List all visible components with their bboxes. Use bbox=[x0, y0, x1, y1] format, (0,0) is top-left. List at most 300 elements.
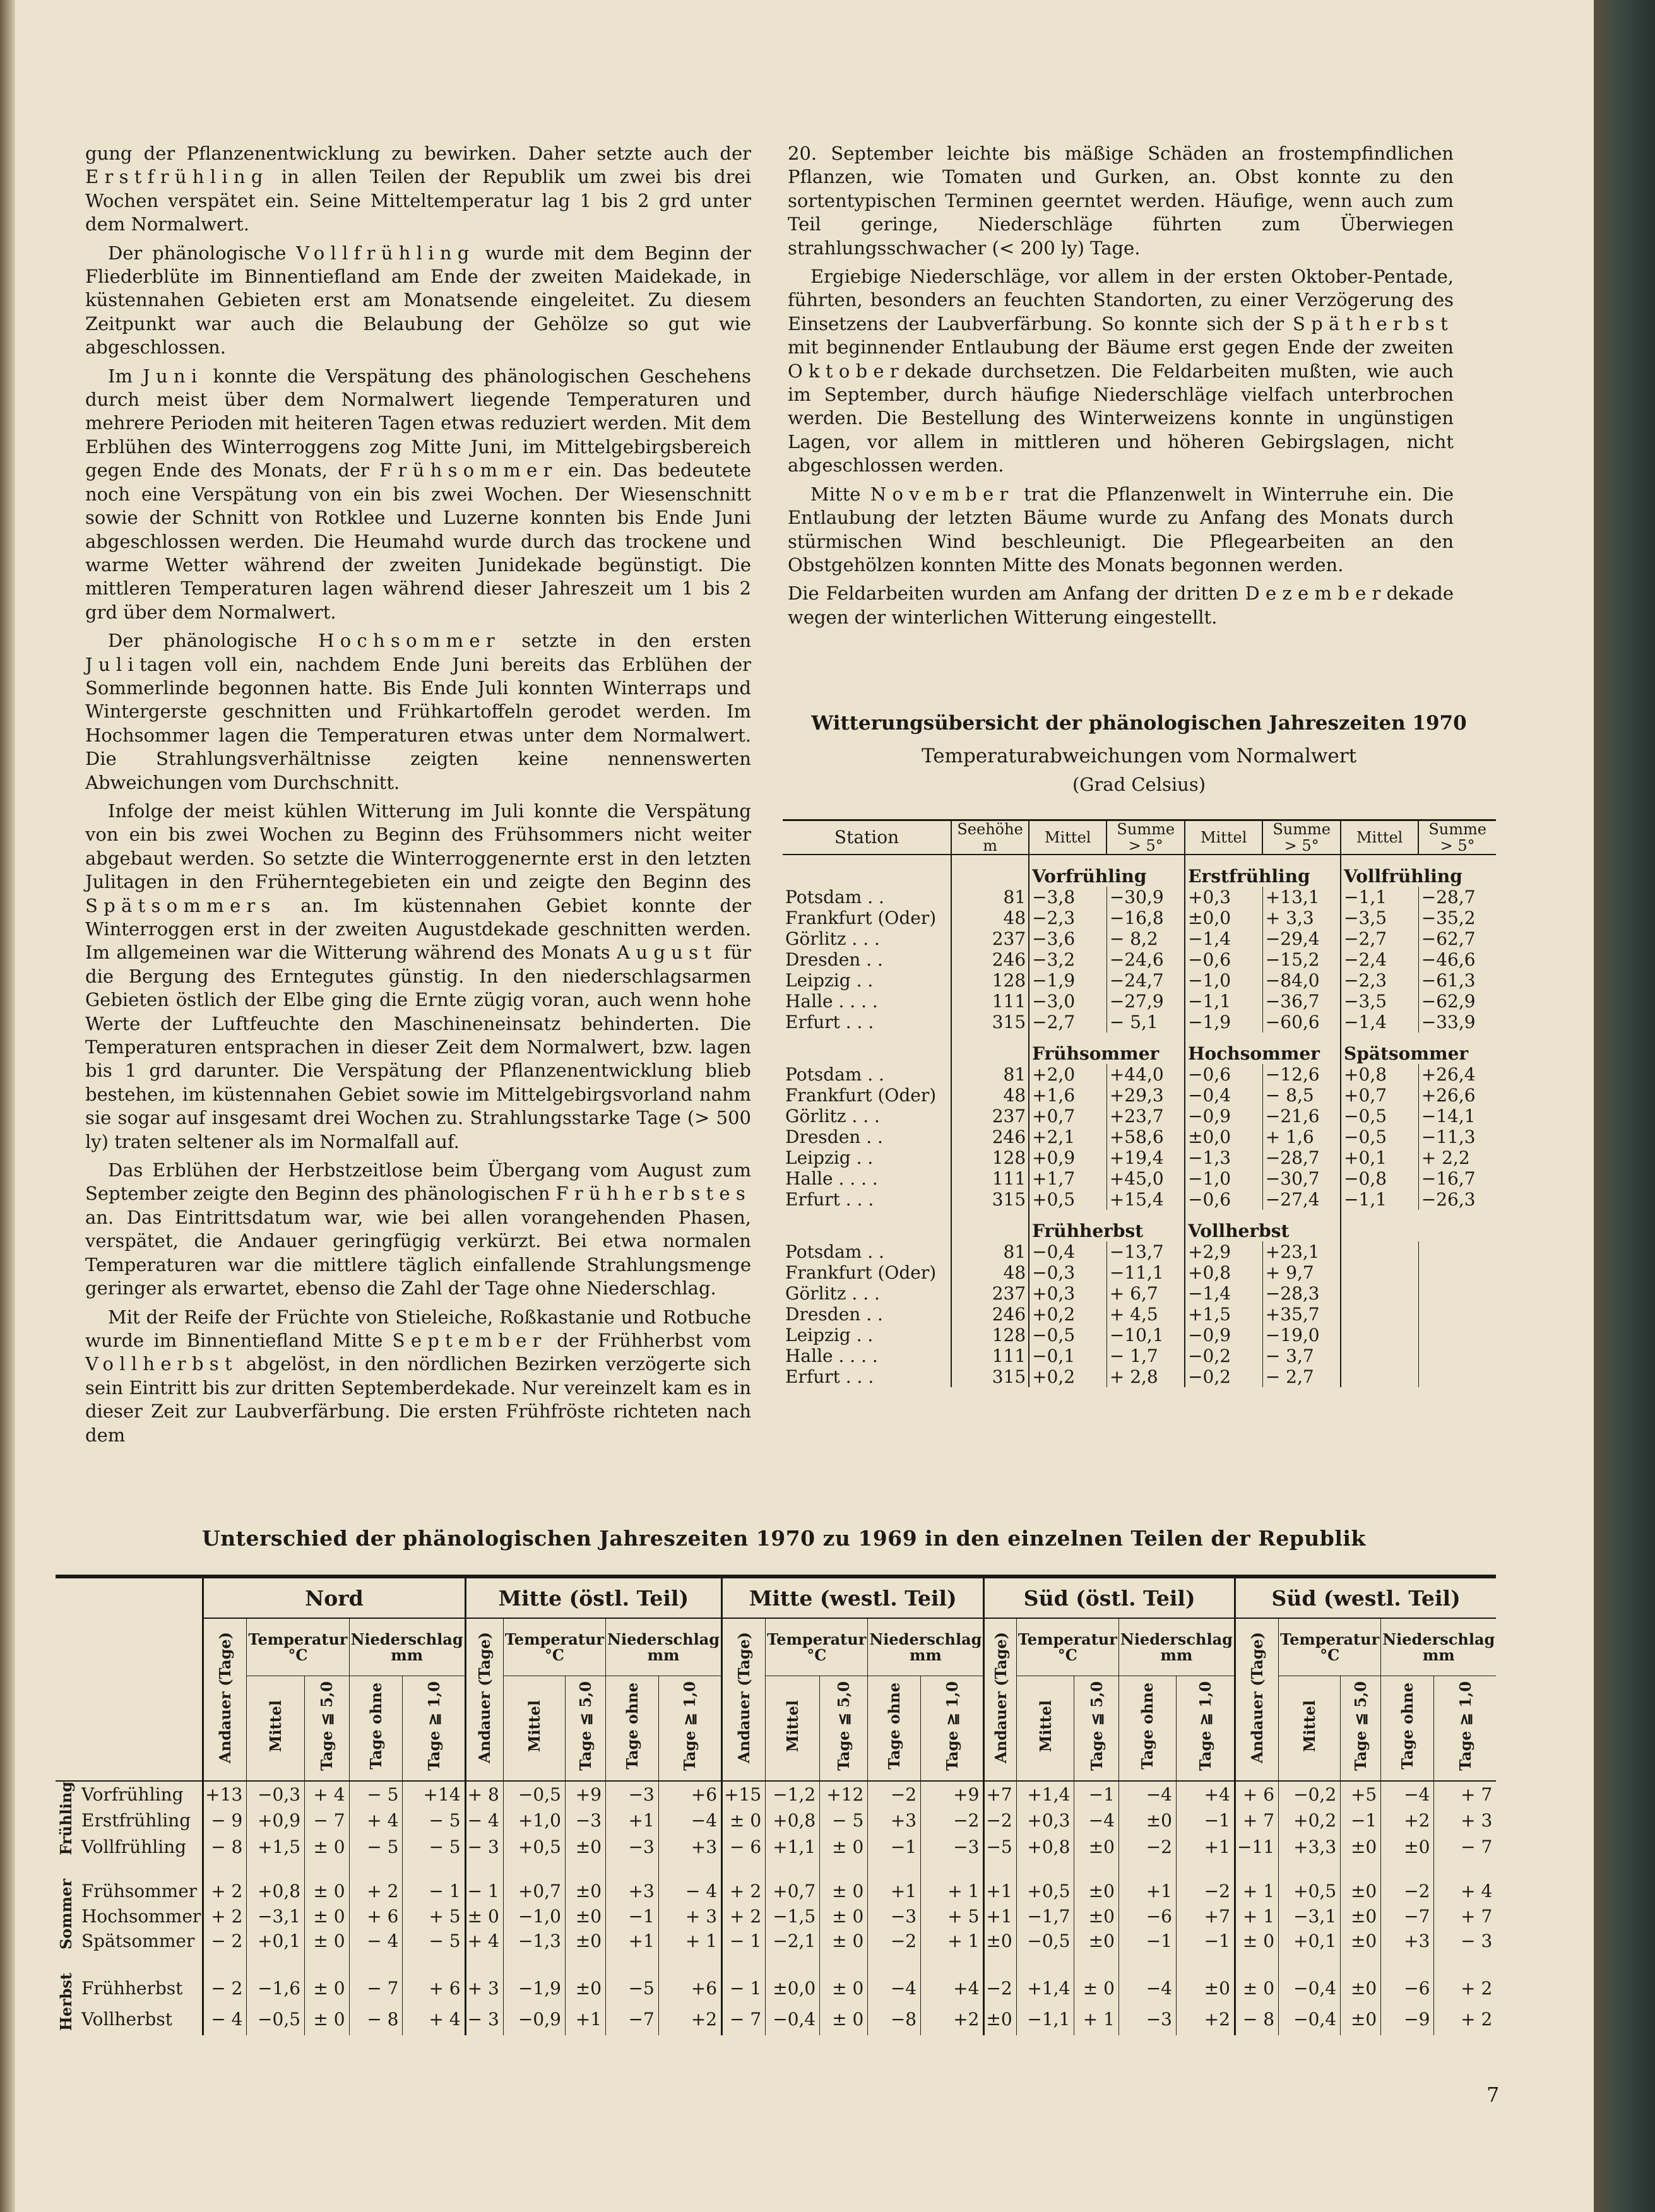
station-name: Görlitz . . . bbox=[785, 1283, 880, 1304]
season-group-label bbox=[56, 1781, 76, 1860]
cell-value: +2,1 bbox=[1032, 1127, 1076, 1147]
region-header: Mitte (westl. Teil) bbox=[722, 1576, 984, 1618]
season-group-text: Frühling bbox=[57, 1782, 75, 1855]
cell-value: +0,5 bbox=[1279, 1879, 1341, 1904]
header-sum: Summe > 5° bbox=[1418, 820, 1496, 855]
precipitation-header: Niederschlag mm bbox=[1381, 1618, 1497, 1676]
sub-column-label: Tage ≧ 1,0 bbox=[424, 1681, 443, 1771]
cell-value: −27,4 bbox=[1262, 1189, 1341, 1210]
cell-value: −3 bbox=[606, 1833, 659, 1859]
sub-column-label: Mittel bbox=[1300, 1700, 1319, 1753]
paragraph: Die Feldarbeiten wurden am Anfang der dritten Dezemberdekade wegen der winterlichen Witterung eingestellt. bbox=[788, 583, 1454, 628]
cell-value: + 6 bbox=[349, 1903, 403, 1929]
cell-value: − 3 bbox=[1434, 1929, 1496, 1954]
station-row bbox=[783, 1241, 1496, 1262]
cell-value: ±0 bbox=[1341, 1879, 1381, 1904]
sub-column-header bbox=[606, 1676, 659, 1782]
cell-value: − 1 bbox=[722, 1929, 766, 1954]
cell-value: −2 bbox=[984, 1973, 1016, 2004]
cell-value bbox=[1418, 1366, 1496, 1387]
cell-value: +26,6 bbox=[1418, 1085, 1496, 1106]
spaced-term: Spätherbst bbox=[1293, 312, 1454, 334]
season-label: Frühherbst bbox=[81, 1977, 183, 1999]
cell-value: −1,1 bbox=[1341, 887, 1418, 908]
cell-value: −16,7 bbox=[1418, 1168, 1496, 1189]
cell-value: ± 0 bbox=[305, 1929, 350, 1954]
station-name: Erfurt . . . bbox=[785, 1366, 874, 1387]
cell-value: −6 bbox=[1381, 1973, 1434, 2004]
cell-value: −60,6 bbox=[1262, 1012, 1341, 1032]
station-row bbox=[783, 991, 1496, 1012]
temperature-header: Temperatur °C bbox=[503, 1618, 605, 1676]
cell-value bbox=[1341, 1283, 1418, 1304]
cell-value: + 6,7 bbox=[1106, 1283, 1185, 1304]
cell-value: −1,9 bbox=[1032, 970, 1076, 991]
station-height: 246 bbox=[951, 949, 1029, 970]
cell-value: ± 0 bbox=[820, 1973, 868, 2004]
cell-value: − 8,5 bbox=[1262, 1085, 1341, 1106]
cell-value: −2 bbox=[984, 1807, 1016, 1833]
station-name: Erfurt . . . bbox=[785, 1189, 874, 1210]
station-row bbox=[783, 1189, 1496, 1210]
cell-value bbox=[1341, 1241, 1418, 1262]
cell-value: −1,9 bbox=[1185, 1012, 1262, 1032]
station-name: Potsdam . . bbox=[785, 1064, 884, 1085]
cell-value bbox=[1341, 1304, 1418, 1325]
cell-value: + 2 bbox=[349, 1879, 403, 1904]
sub-column-label: Mittel bbox=[266, 1700, 285, 1753]
cell-value: +29,3 bbox=[1106, 1085, 1185, 1106]
spaced-term: November bbox=[870, 483, 1014, 505]
cell-value: −1,4 bbox=[1185, 1283, 1262, 1304]
station-height: 315 bbox=[951, 1189, 1029, 1210]
season-row bbox=[56, 1903, 1496, 1929]
cell-value: +2 bbox=[658, 2004, 721, 2035]
cell-value: − 5 bbox=[820, 1807, 868, 1833]
sub-column-label: Tage ≧ 1,0 bbox=[1456, 1681, 1474, 1771]
cell-value: −4 bbox=[868, 1973, 921, 2004]
station-name: Potsdam . . bbox=[785, 887, 884, 908]
station-row bbox=[783, 970, 1496, 991]
station-height: 246 bbox=[951, 1304, 1029, 1325]
cell-value: + 2 bbox=[203, 1879, 247, 1904]
sub-column-label: Tage ≧ 1,0 bbox=[942, 1681, 961, 1771]
cell-value: + 1 bbox=[921, 1879, 984, 1904]
paragraph: Mitte November trat die Pflanzenwelt in Winterruhe ein. Die Entlaubung der letzten Bäume wurde zu Anfang des Monats durch stürmischen Wind beschleunigt. Die Pflegearbeiten an den Obstgehölzen konnten Mitte des Monats begonnen werden. bbox=[788, 483, 1454, 576]
cell-value: − 1 bbox=[465, 1879, 503, 1904]
cell-value: ± 0 bbox=[305, 2004, 350, 2035]
paragraph: Das Erblühen der Herbstzeitlose beim Übergang vom August zum September zeigte den Beginn des phänologischen Frühherbstes an. Das Eintrittsdatum war, wie bei allen vorangehenden Phasen, verspätet, die Andauer geringfügig verkürzt. Bei etwa normalen Temperaturen war die mittlere täglich einfallende Strahlungsmenge geringer als erwartet, ebenso die Zahl der Tage ohne Niederschlag. bbox=[85, 1159, 752, 1299]
cell-value: −0,1 bbox=[1032, 1346, 1076, 1366]
cell-value: −3,2 bbox=[1032, 949, 1076, 970]
station-name: Halle . . . . bbox=[785, 1168, 878, 1189]
cell-value: + 4 bbox=[465, 1929, 503, 1954]
cell-value: + 1 bbox=[921, 1929, 984, 1954]
cell-value: +2 bbox=[1381, 1807, 1434, 1833]
cell-value: +1,4 bbox=[1016, 1973, 1074, 2004]
cell-value: +4 bbox=[1177, 1781, 1235, 1807]
sub-column-header bbox=[1434, 1676, 1496, 1782]
station-height: 111 bbox=[951, 991, 1029, 1012]
cell-value: − 2,7 bbox=[1262, 1366, 1341, 1387]
season-label: Spätsommer bbox=[81, 1931, 195, 1952]
cell-value: −1 bbox=[1341, 1807, 1381, 1833]
cell-value: ±0 bbox=[1118, 1807, 1176, 1833]
duration-header bbox=[1235, 1618, 1278, 1781]
cell-value: ±0 bbox=[984, 2004, 1016, 2035]
sub-column-header bbox=[1074, 1676, 1119, 1782]
cell-value: − 5 bbox=[349, 1781, 403, 1807]
cell-value: ± 0 bbox=[305, 1903, 350, 1929]
season-group-text: Sommer bbox=[57, 1878, 75, 1949]
cell-value: + 8 bbox=[465, 1781, 503, 1807]
cell-value: +12 bbox=[820, 1781, 868, 1807]
cell-value: + 1 bbox=[658, 1929, 721, 1954]
cell-value: −1 bbox=[1074, 1781, 1119, 1807]
cell-value: ± 0 bbox=[820, 1903, 868, 1929]
sub-column-header bbox=[1177, 1676, 1235, 1782]
season-group-text: Herbst bbox=[57, 1972, 75, 2031]
cell-value: +6 bbox=[658, 1973, 721, 2004]
cell-value: −0,5 bbox=[1341, 1127, 1418, 1147]
cell-value: +1,4 bbox=[1016, 1781, 1074, 1807]
cell-value: −14,1 bbox=[1418, 1106, 1496, 1127]
cell-value: − 6 bbox=[722, 1833, 766, 1859]
cell-value: +0,5 bbox=[1016, 1879, 1074, 1904]
difference-table bbox=[56, 1575, 1496, 2035]
right-text-column bbox=[788, 142, 1454, 634]
cell-value: +0,3 bbox=[1032, 1283, 1076, 1304]
cell-value: ±0 bbox=[1341, 1929, 1381, 1954]
cell-value bbox=[1418, 1241, 1496, 1262]
duration-label: Andauer (Tage) bbox=[991, 1631, 1010, 1763]
cell-value: +35,7 bbox=[1262, 1304, 1341, 1325]
cell-value: +0,2 bbox=[1032, 1304, 1076, 1325]
cell-value: +0,8 bbox=[247, 1879, 305, 1904]
cell-value: −1,0 bbox=[1185, 1168, 1262, 1189]
station-row bbox=[783, 887, 1496, 908]
spaced-term: September bbox=[392, 1329, 547, 1351]
cell-value bbox=[1418, 1304, 1496, 1325]
sub-column-label: Tage ≦ 5,0 bbox=[1087, 1681, 1106, 1771]
duration-label: Andauer (Tage) bbox=[1247, 1631, 1266, 1763]
season-row bbox=[56, 1879, 1496, 1904]
cell-value: − 1 bbox=[722, 1973, 766, 2004]
cell-value: ±0 bbox=[1074, 1903, 1119, 1929]
cell-value: −1,4 bbox=[1185, 928, 1262, 949]
cell-value: −1,9 bbox=[503, 1973, 565, 2004]
cell-value: −0,6 bbox=[1185, 1189, 1262, 1210]
cell-value: − 5 bbox=[403, 1929, 465, 1954]
season-label: Vollherbst bbox=[81, 2009, 172, 2030]
cell-value: −11 bbox=[1235, 1833, 1278, 1859]
cell-value: ±0 bbox=[1341, 1973, 1381, 2004]
duration-header bbox=[203, 1618, 247, 1781]
cell-value: +2,0 bbox=[1032, 1064, 1076, 1085]
cell-value: +1 bbox=[565, 2004, 605, 2035]
cell-value: ± 0 bbox=[820, 1833, 868, 1859]
station-height: 81 bbox=[951, 887, 1029, 908]
season-header-row bbox=[783, 855, 1496, 887]
sub-column-header bbox=[1118, 1676, 1176, 1782]
sub-column-label: Tage ≧ 1,0 bbox=[1195, 1681, 1214, 1771]
cell-value: ±0 bbox=[1341, 1833, 1381, 1859]
cell-value: −0,8 bbox=[1341, 1168, 1418, 1189]
station-row bbox=[783, 1283, 1496, 1304]
paragraph: gung der Pflanzenentwicklung zu bewirken. Daher setzte auch der Erstfrühling in allen Teilen der Republik um zwei bis drei Wochen verspätet ein. Seine Mitteltemperatur lag 1 bis 2 grd unter dem Normalwert. bbox=[85, 143, 751, 235]
season-header-row bbox=[783, 1032, 1496, 1064]
cell-value: −0,2 bbox=[1185, 1366, 1262, 1387]
cell-value: ± 0 bbox=[1235, 1929, 1278, 1954]
season-row bbox=[56, 1807, 1496, 1833]
season-label: Frühherbst bbox=[1032, 1221, 1144, 1241]
cell-value: +2 bbox=[1177, 2004, 1235, 2035]
cell-value: −1 bbox=[1177, 1807, 1235, 1833]
cell-value: − 8 bbox=[203, 1833, 247, 1859]
sub-column-header bbox=[1381, 1676, 1434, 1782]
station-name: Görlitz . . . bbox=[785, 1106, 880, 1127]
station-height: 111 bbox=[951, 1168, 1029, 1189]
cell-value: +26,4 bbox=[1418, 1064, 1496, 1085]
sub-column-header bbox=[305, 1676, 350, 1782]
cell-value: ±0 bbox=[1381, 1833, 1434, 1859]
cell-value: +3 bbox=[606, 1879, 659, 1904]
cell-value: −3 bbox=[606, 1781, 659, 1807]
cell-value: −0,4 bbox=[766, 2004, 820, 2035]
cell-value: − 8,2 bbox=[1106, 928, 1185, 949]
cell-value: ±0,0 bbox=[1185, 908, 1262, 928]
cell-value: −29,4 bbox=[1262, 928, 1341, 949]
cell-value: +1,0 bbox=[503, 1807, 565, 1833]
station-name: Leipzig . . bbox=[785, 1325, 874, 1346]
spaced-term: Frühsommer bbox=[379, 459, 558, 482]
cell-value: − 8 bbox=[349, 2004, 403, 2035]
duration-header bbox=[984, 1618, 1016, 1781]
cell-value: +0,7 bbox=[1341, 1085, 1418, 1106]
cell-value: −15,2 bbox=[1262, 949, 1341, 970]
cell-value: −0,3 bbox=[1032, 1262, 1076, 1283]
cell-value: −4 bbox=[1074, 1807, 1119, 1833]
station-height: 48 bbox=[951, 908, 1029, 928]
station-name: Dresden . . bbox=[785, 949, 883, 970]
paragraph: Infolge der meist kühlen Witterung im Juli konnte die Verspätung von ein bis zwei Wochen zu Beginn des Frühsommers nicht weiter abgebaut werden. So setzte die Winterroggenernte erst in den letzten Julitagen in den Früherntegebieten ein und zeigte den Beginn des Spätsommers an. Im küstennahen Gebiet konnte der Winterroggen erst in der zweiten Augustdekade geschnitten werden. Im allgemeinen war die Witterung während des Monats August für die Bergung des Erntegutes günstig. In den niederschlagsarmen Gebieten östlich der Elbe ging die Ernte zügig voran, auch wenn hohe Werte der Luftfeuchte den Maschineneinsatz behinderten. Die Temperaturen entsprachen in dieser Zeit dem Normalwert, bzw. lagen bis 1 grd darunter. Die Verspätung der Pflanzenentwicklung blieb bestehen, im küstennahen Gebiet sowie im Mittelgebirgsvorland nahm sie sogar auf insgesamt drei Wochen zu. Strahlungsstarke Tage (> 500 ly) traten seltener als im Normalfall auf. bbox=[85, 800, 751, 1152]
cell-value: ±0,0 bbox=[766, 1973, 820, 2004]
station-height: 237 bbox=[951, 1283, 1029, 1304]
cell-value: −2 bbox=[921, 1807, 984, 1833]
header-mean: Mittel bbox=[1341, 820, 1418, 855]
cell-value: −2 bbox=[1381, 1879, 1434, 1904]
station-row bbox=[783, 1168, 1496, 1189]
duration-header bbox=[722, 1618, 766, 1781]
cell-value: ± 0 bbox=[305, 1833, 350, 1859]
cell-value: +1 bbox=[1177, 1833, 1235, 1859]
sub-column-label: Tage ohne bbox=[367, 1683, 386, 1770]
cell-value: +9 bbox=[921, 1781, 984, 1807]
sub-column-header bbox=[658, 1676, 721, 1782]
group-spacer bbox=[56, 1860, 1496, 1879]
temperature-header: Temperatur °C bbox=[1279, 1618, 1381, 1676]
cell-value: −1,3 bbox=[1185, 1147, 1262, 1168]
cell-value: − 2 bbox=[203, 1929, 247, 1954]
cell-value: +9 bbox=[565, 1781, 605, 1807]
cell-value: + 2 bbox=[722, 1879, 766, 1904]
corner-cell bbox=[56, 1576, 203, 1781]
station-height: 237 bbox=[951, 928, 1029, 949]
sub-column-header bbox=[403, 1676, 465, 1782]
cell-value: −4 bbox=[1118, 1973, 1176, 2004]
cell-value: −3 bbox=[565, 1807, 605, 1833]
cell-value: ± 0 bbox=[820, 1879, 868, 1904]
cell-value: − 7 bbox=[305, 1807, 350, 1833]
cell-value: −61,3 bbox=[1418, 970, 1496, 991]
cell-value: +1 bbox=[984, 1903, 1016, 1929]
cell-value: ± 0 bbox=[1235, 1973, 1278, 2004]
cell-value: +4 bbox=[921, 1973, 984, 2004]
cell-value: − 1,7 bbox=[1106, 1346, 1185, 1366]
sub-column-label: Tage ohne bbox=[1398, 1683, 1417, 1770]
station-row bbox=[783, 1325, 1496, 1346]
cell-value: +58,6 bbox=[1106, 1127, 1185, 1147]
season-label: Hochsommer bbox=[81, 1905, 201, 1927]
station-name: Erfurt . . . bbox=[785, 1012, 874, 1032]
cell-value: ±0 bbox=[565, 1833, 605, 1859]
cell-value bbox=[1341, 1366, 1418, 1387]
cell-value: −26,3 bbox=[1418, 1189, 1496, 1210]
sub-column-header bbox=[349, 1676, 403, 1782]
cell-value: +2 bbox=[921, 2004, 984, 2035]
sub-column-label: Mittel bbox=[525, 1700, 543, 1753]
station-row bbox=[783, 1346, 1496, 1366]
season-label bbox=[1341, 1210, 1496, 1241]
cell-value: ±0 bbox=[565, 1879, 605, 1904]
cell-value: +1,5 bbox=[1185, 1304, 1262, 1325]
cell-value: +0,1 bbox=[1341, 1147, 1418, 1168]
region-header: Nord bbox=[203, 1576, 465, 1618]
cell-value: −2 bbox=[1118, 1833, 1176, 1859]
cell-value: + 7 bbox=[1434, 1903, 1496, 1929]
cell-value: −0,4 bbox=[1279, 2004, 1341, 2035]
spaced-term: Oktober bbox=[788, 360, 905, 382]
cell-value: −84,0 bbox=[1262, 970, 1341, 991]
cell-value: −3 bbox=[1118, 2004, 1176, 2035]
cell-value: −0,9 bbox=[1185, 1106, 1262, 1127]
cell-value: −2,7 bbox=[1341, 928, 1418, 949]
cell-value: ± 0 bbox=[465, 1903, 503, 1929]
cell-value: −3,6 bbox=[1032, 928, 1076, 949]
cell-value: ± 0 bbox=[722, 1807, 766, 1833]
station-height: 128 bbox=[951, 1325, 1029, 1346]
cell-value: − 3 bbox=[465, 1833, 503, 1859]
season-label: Erstfrühling bbox=[81, 1810, 191, 1831]
cell-value: −3 bbox=[921, 1833, 984, 1859]
cell-value: −0,2 bbox=[1279, 1781, 1341, 1807]
cell-value: − 9 bbox=[203, 1807, 247, 1833]
cell-value: −8 bbox=[868, 2004, 921, 2035]
cell-value: −0,4 bbox=[1032, 1241, 1076, 1262]
cell-value: −1,1 bbox=[1016, 2004, 1074, 2035]
season-row bbox=[56, 1781, 1496, 1807]
page-number: 7 bbox=[1486, 2083, 1500, 2107]
station-name: Frankfurt (Oder) bbox=[785, 908, 937, 928]
cell-value: −24,6 bbox=[1106, 949, 1185, 970]
cell-value bbox=[1341, 1346, 1418, 1366]
precipitation-header: Niederschlag mm bbox=[349, 1618, 465, 1676]
region-header: Süd (östl. Teil) bbox=[984, 1576, 1235, 1618]
station-height: 237 bbox=[951, 1106, 1029, 1127]
cell-value: +7 bbox=[1177, 1903, 1235, 1929]
cell-value: −27,9 bbox=[1106, 991, 1185, 1012]
cell-value: −1,6 bbox=[247, 1973, 305, 2004]
diff-table-title: Unterschied der phänologischen Jahreszeiten 1970 zu 1969 in den einzelnen Teilen der Republik bbox=[202, 1526, 1366, 1551]
cell-value: + 5 bbox=[403, 1903, 465, 1929]
cell-value: +0,7 bbox=[766, 1879, 820, 1904]
cell-value: + 9,7 bbox=[1262, 1262, 1341, 1283]
cell-value: + 2 bbox=[1434, 1973, 1496, 2004]
cell-value: −1 bbox=[1118, 1929, 1176, 1954]
season-label: Vorfrühling bbox=[1032, 866, 1147, 887]
group-spacer bbox=[56, 1954, 1496, 1973]
cell-value: +23,1 bbox=[1262, 1241, 1341, 1262]
header-height: Seehöhe m bbox=[951, 820, 1029, 855]
cell-value: + 4 bbox=[403, 2004, 465, 2035]
cell-value: ±0 bbox=[1074, 1879, 1119, 1904]
station-name: Frankfurt (Oder) bbox=[785, 1262, 937, 1283]
left-text-column bbox=[85, 142, 751, 1452]
cell-value: −0,6 bbox=[1185, 949, 1262, 970]
cell-value: −2,3 bbox=[1032, 908, 1076, 928]
precipitation-header: Niederschlag mm bbox=[606, 1618, 722, 1676]
cell-value: +0,8 bbox=[1016, 1833, 1074, 1859]
cell-value: −11,1 bbox=[1106, 1262, 1185, 1283]
spaced-term: Hochsommer bbox=[318, 630, 501, 652]
cell-value: −21,6 bbox=[1262, 1106, 1341, 1127]
header-sum: Summe > 5° bbox=[1106, 820, 1185, 855]
cell-value: −1 bbox=[868, 1833, 921, 1859]
cell-value: ±0 bbox=[984, 1929, 1016, 1954]
sub-column-label: Tage ohne bbox=[885, 1683, 904, 1770]
sub-column-header bbox=[921, 1676, 984, 1782]
cell-value: +3,3 bbox=[1279, 1833, 1341, 1859]
cell-value: ± 0 bbox=[820, 2004, 868, 2035]
spaced-term: Frühherbstes bbox=[555, 1183, 752, 1205]
cell-value: +3 bbox=[1381, 1929, 1434, 1954]
cell-value: +0,8 bbox=[766, 1807, 820, 1833]
cell-value: ±0 bbox=[1177, 1973, 1235, 2004]
cell-value bbox=[1418, 1283, 1496, 1304]
weather-table-unit: (Grad Celsius) bbox=[1072, 774, 1206, 795]
duration-header bbox=[465, 1618, 503, 1781]
cell-value: ± 0 bbox=[305, 1973, 350, 2004]
station-name: Halle . . . . bbox=[785, 1346, 878, 1366]
sub-column-label: Mittel bbox=[783, 1700, 802, 1753]
station-row bbox=[783, 1085, 1496, 1106]
cell-value: +1,7 bbox=[1032, 1168, 1076, 1189]
season-label: Vollfrühling bbox=[1341, 855, 1496, 887]
cell-value: +14 bbox=[403, 1781, 465, 1807]
paragraph: Ergiebige Niederschläge, vor allem in der ersten Oktober-Pentade, führten, besonders an feuchten Standorten, zu einer Verzögerung des Einsetzens der Laubverfärbung. So konnte sich der Spätherbst mit beginnender Entlaubung der Bäume erst gegen Ende der zweiten Oktoberdekade durchsetzen. Die Feldarbeiten mußten, wie auch im September, durch häufige Niederschläge vielfach unterbrochen werden. Die Bestellung des Winterweizens konnte in ungünstigen Lagen, vor allem in mittleren und höheren Gebirgslagen, nicht abgeschlossen werden. bbox=[788, 266, 1454, 476]
cell-value: −1 bbox=[1177, 1929, 1235, 1954]
cell-value: − 3,7 bbox=[1262, 1346, 1341, 1366]
header-mean: Mittel bbox=[1185, 820, 1262, 855]
cell-value: −62,7 bbox=[1418, 928, 1496, 949]
cell-value: +5 bbox=[1341, 1781, 1381, 1807]
paragraph: Der phänologische Vollfrühling wurde mit dem Beginn der Fliederblüte im Binnentiefland am Ende der zweiten Maidekade, in küstennahen Gebieten erst am Monatsende eingeleitet. Zu diesem Zeitpunkt war auch die Belaubung der Gehölze so gut wie abgeschlossen. bbox=[85, 242, 751, 358]
cell-value: ±0,0 bbox=[1185, 1127, 1262, 1147]
duration-label: Andauer (Tage) bbox=[216, 1631, 235, 1763]
cell-value: − 4 bbox=[465, 1807, 503, 1833]
station-name: Frankfurt (Oder) bbox=[785, 1085, 937, 1106]
cell-value: −4 bbox=[658, 1807, 721, 1833]
